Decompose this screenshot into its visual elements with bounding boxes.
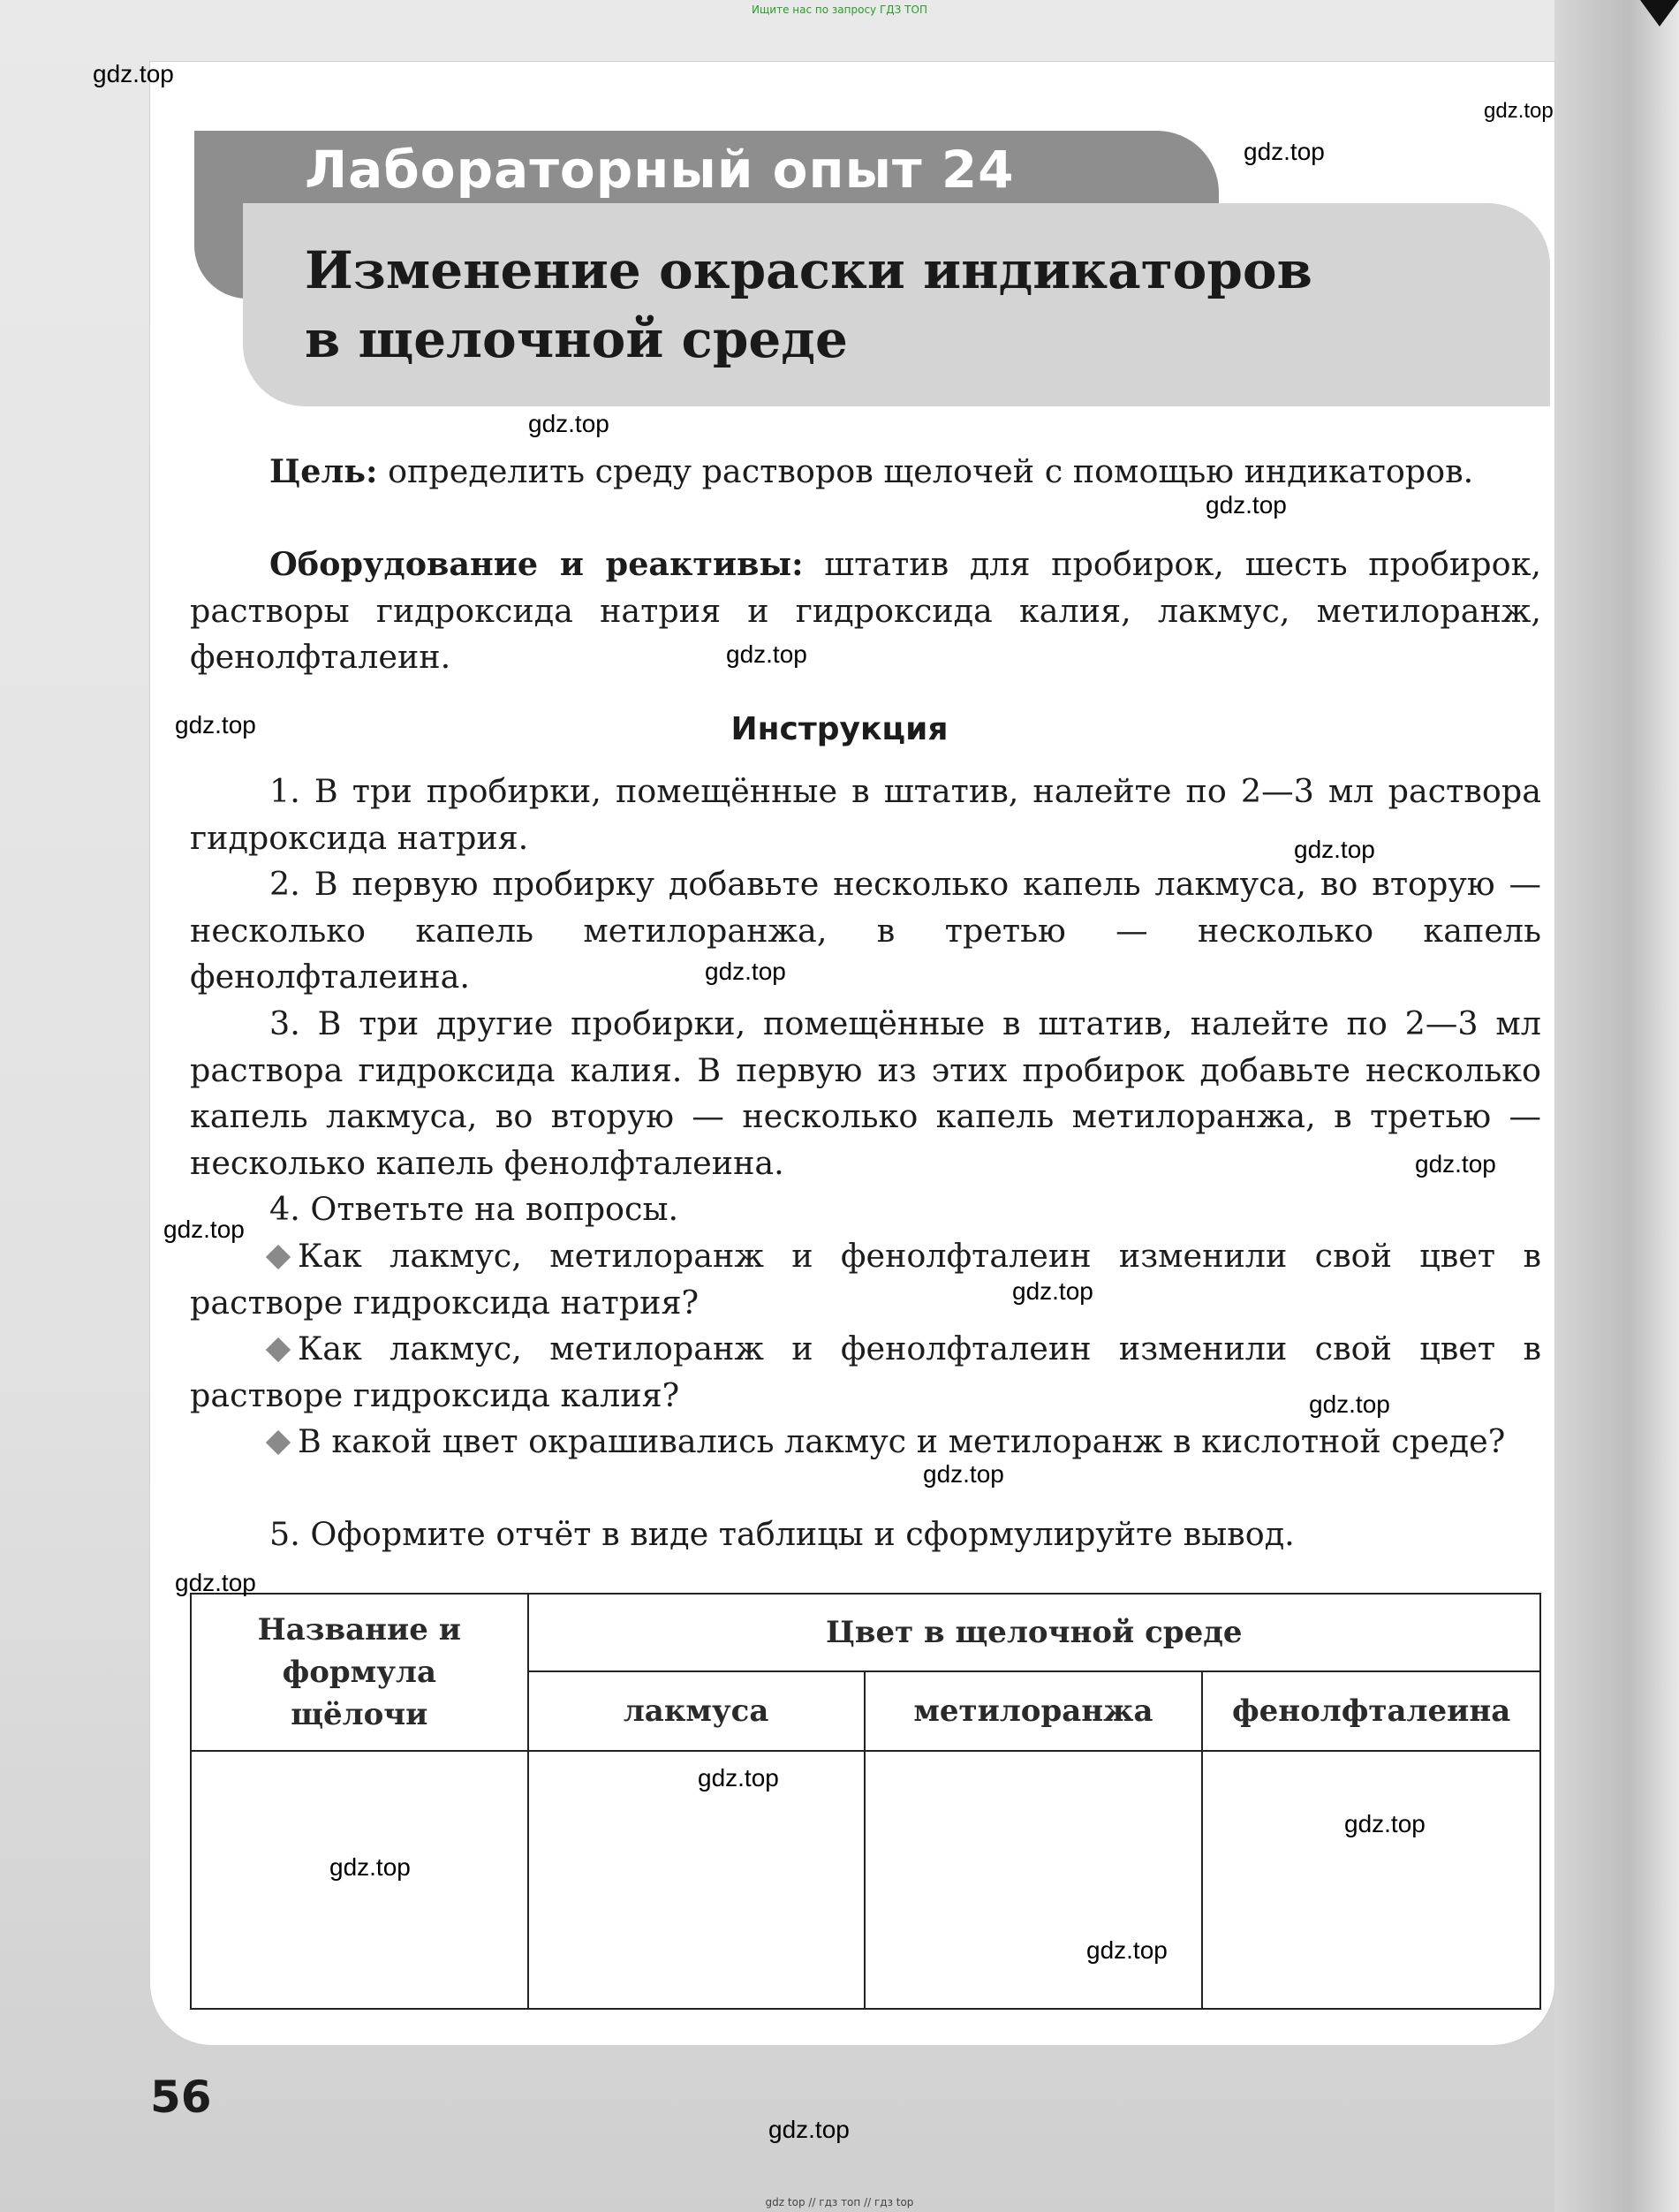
header-phenolphthalein: фенолфталеина bbox=[1202, 1671, 1540, 1751]
question-3 bbox=[190, 1419, 1541, 1466]
watermark: gdz.top bbox=[1086, 1936, 1168, 1964]
table-cell[interactable] bbox=[865, 1751, 1203, 2009]
table-cell[interactable] bbox=[1202, 1751, 1540, 2009]
goal-label: Цель: bbox=[269, 452, 378, 490]
equipment-text: штатив для пробирок, шесть пробирок, растворы гидроксида натрия и гидроксида калия, лакмус, метилоранж, фенолфталеин. bbox=[190, 545, 1541, 676]
step-3: 3. В три другие пробирки, помещённые в штатив, налейте по 2—3 мл раствора гидроксида калия. В первую из этих пробирок добавьте несколько капель лакмуса, во вторую — несколько капель метилоранжа, в третью — несколько капель фенолфталеина. bbox=[190, 1004, 1541, 1182]
goal-paragraph bbox=[190, 449, 1541, 496]
step-2: 2. В первую пробирку добавьте несколько капель лакмуса, во вторую — несколько капель метилоранжа, в третью — несколько капель фенолфталеина. bbox=[190, 865, 1541, 996]
lab-title: Лабораторный опыт 24 bbox=[305, 140, 1015, 200]
watermark: gdz.top bbox=[726, 640, 807, 668]
watermark: gdz.top bbox=[698, 1764, 779, 1792]
watermark: gdz.top bbox=[93, 60, 174, 87]
adjacent-page-edge bbox=[1554, 0, 1679, 2212]
page-number: 56 bbox=[150, 2072, 212, 2123]
watermark: gdz.top bbox=[329, 1853, 411, 1881]
diamond-bullet-icon bbox=[266, 1429, 291, 1454]
topic-title-line-2: в щелочной среде bbox=[305, 309, 848, 369]
instruction-heading: Инструкция bbox=[730, 711, 949, 747]
diamond-bullet-icon bbox=[266, 1337, 291, 1361]
report-table bbox=[190, 1593, 1541, 2010]
watermark: gdz.top bbox=[1344, 1810, 1426, 1837]
watermark: gdz.top bbox=[923, 1460, 1004, 1488]
top-notice: Ищите нас по запросу ГДЗ ТОП bbox=[752, 4, 927, 16]
watermark: gdz.top bbox=[175, 1569, 256, 1596]
topic-title-line-1: Изменение окраски индикаторов bbox=[305, 240, 1312, 300]
header-color-in-alkaline: Цвет в щелочной среде bbox=[528, 1594, 1540, 1671]
header-litmus: лакмуса bbox=[528, 1671, 865, 1751]
step-1: 1. В три пробирки, помещённые в штатив, налейте по 2—3 мл раствора гидроксида натрия. bbox=[190, 772, 1541, 857]
watermark: gdz.top bbox=[528, 410, 609, 437]
watermark: gdz.top bbox=[1206, 491, 1287, 519]
step-5: 5. Оформите отчёт в виде таблицы и сформулируйте вывод. bbox=[269, 1515, 1295, 1553]
question-text: В какой цвет окрашивались лакмус и метилоранж в кислотной среде? bbox=[298, 1422, 1506, 1460]
goal-text: определить среду растворов щелочей с помощью индикаторов. bbox=[377, 452, 1474, 490]
equipment-paragraph bbox=[190, 542, 1541, 681]
equipment-label: Оборудование и реактивы: bbox=[269, 545, 804, 583]
table-cell[interactable] bbox=[528, 1751, 865, 2009]
bottom-notice: gdz top // гдз топ // гдз top bbox=[765, 2196, 914, 2208]
watermark: gdz.top bbox=[1415, 1150, 1496, 1178]
diamond-bullet-icon bbox=[266, 1244, 291, 1269]
watermark: gdz.top bbox=[163, 1216, 245, 1243]
question-1 bbox=[190, 1233, 1541, 1326]
step-4: 4. Ответьте на вопросы. bbox=[269, 1190, 679, 1228]
topic-box bbox=[243, 203, 1550, 406]
watermark: gdz.top bbox=[175, 711, 256, 739]
watermark: gdz.top bbox=[705, 958, 786, 985]
question-text: Как лакмус, метилоранж и фенолфталеин изменили свой цвет в растворе гидроксида калия? bbox=[190, 1329, 1541, 1414]
header-methyl-orange: метилоранжа bbox=[865, 1671, 1203, 1751]
watermark: gdz.top bbox=[1012, 1277, 1093, 1305]
watermark: gdz.top bbox=[768, 2116, 850, 2143]
watermark: gdz.top bbox=[1484, 99, 1554, 123]
watermark: gdz.top bbox=[1294, 836, 1375, 863]
header-alkali-name-formula: Название и формула щёлочи bbox=[191, 1594, 528, 1751]
watermark: gdz.top bbox=[1244, 138, 1325, 165]
watermark: gdz.top bbox=[1309, 1390, 1390, 1418]
question-text: Как лакмус, метилоранж и фенолфталеин изменили свой цвет в растворе гидроксида натрия? bbox=[190, 1237, 1541, 1322]
